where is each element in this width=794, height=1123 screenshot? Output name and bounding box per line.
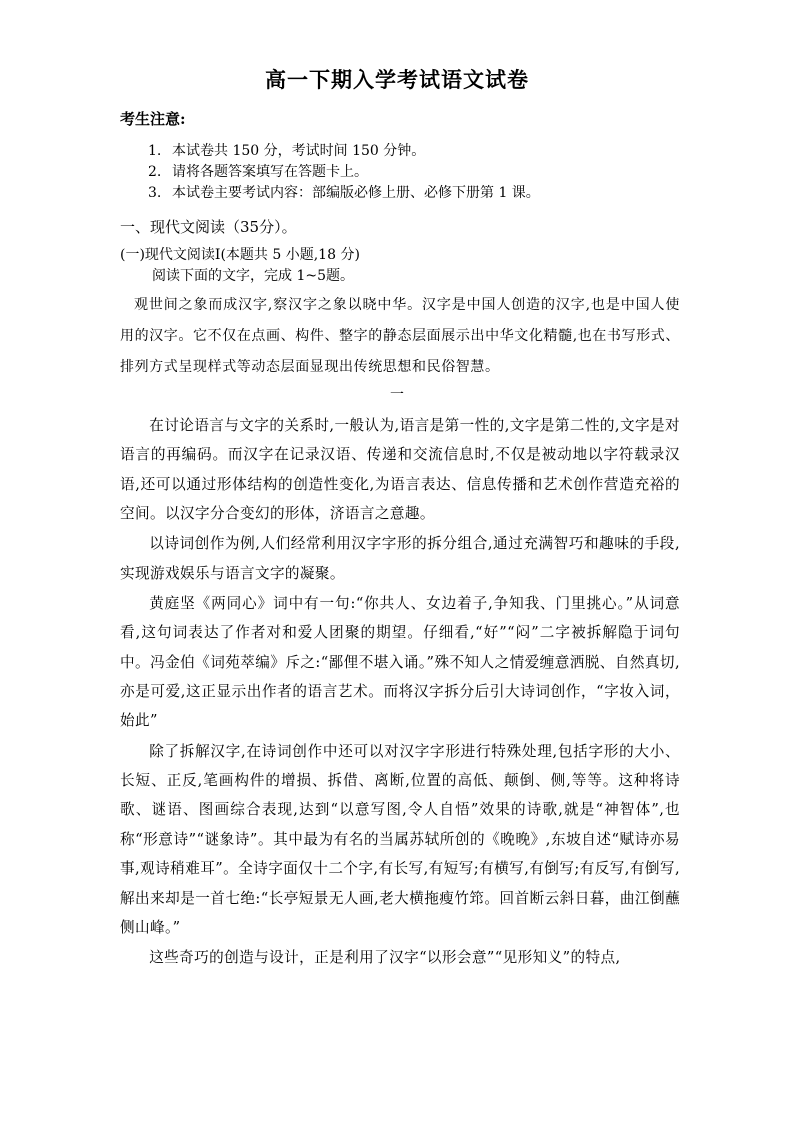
notice-item-number: 2. xyxy=(148,164,162,180)
passage-paragraph: 在讨论语言与文字的关系时,一般认为,语言是第一性的,文字是第二性的,文字是对语言的再编码。而汉字在记录汉语、传递和交流信息时,不仅是被动地以字符载录汉语,还可以通过形体结构的创造性变化,为语言表达、信息传播和艺术创作营造充裕的空间。以汉字分合变幻的形体，济语言之意趣。 xyxy=(120,417,680,523)
notice-heading: 考生注意: xyxy=(120,110,186,128)
subsection-heading: (一)现代文阅读Ⅰ(本题共 5 小题,18 分) xyxy=(120,247,360,263)
notice-item-text: 本试卷共 150 分，考试时间 150 分钟。 xyxy=(172,143,426,159)
notice-item-number: 3. xyxy=(148,185,162,201)
passage-body xyxy=(120,411,680,973)
passage-paragraph: 除了拆解汉字,在诗词创作中还可以对汉字字形进行特殊处理,包括字形的大小、长短、正反,笔画构件的增损、拆借、离断,位置的高低、颠倒、侧,等等。这种将诗歌、谜语、图画综合表现,达到“以意写图,令人自悟”效果的诗歌,就是“神智体”,也称“形意诗”“谜象诗”。其中最为有名的当属苏轼所创的《晚晚》,东坡自述“赋诗亦易事,观诗稍难耳”。全诗字面仅十二个字,有长写,有短写;有横写,有倒写;有反写,有倒写,解出来却是一首七绝:“长亭短景无人画,老大横拖瘦竹筇。回首断云斜日暮，曲江倒蘸侧山峰。” xyxy=(120,742,680,936)
page-title: 高一下期入学考试语文试卷 xyxy=(265,67,529,92)
notice-item xyxy=(148,141,540,162)
passage-paragraph: 这些奇巧的创造与设计，正是利用了汉字“以形会意”“见形知义”的特点, xyxy=(149,949,621,967)
section-heading: 一、现代文阅读（35分）。 xyxy=(120,218,297,236)
notice-item-number: 1. xyxy=(148,143,162,159)
notice-item xyxy=(148,183,540,204)
notice-item-text: 请将各题答案填写在答题卡上。 xyxy=(172,164,368,180)
passage-paragraph: 黄庭坚《两同心》词中有一句:“你共人、女边着子,争知我、门里挑心。”从词意看,这句词表达了作者对和爱人团聚的期望。仔细看,“好”“闷”二字被拆解隐于词句中。冯金伯《词苑萃编》斥之:“鄙俚不堪入诵。”殊不知人之情爱缠意洒脱、自然真切,亦是可爱,这正显示出作者的语言艺术。而将汉字拆分后引大诗词创作，“字妆入词，始此” xyxy=(120,594,680,730)
part-marker: 一 xyxy=(390,387,404,403)
reading-instruction: 阅读下面的文字，完成 1~5题。 xyxy=(152,268,354,284)
notice-item-text: 本试卷主要考试内容：部编版必修上册、必修下册第 1 课。 xyxy=(172,185,540,201)
passage-paragraph: 以诗词创作为例,人们经常利用汉字字形的拆分组合,通过充满智巧和趣味的手段,实现游戏娱乐与语言文字的凝聚。 xyxy=(120,535,680,582)
notice-list xyxy=(148,141,540,204)
intro-paragraph: 观世间之象而成汉字,察汉字之象以晓中华。汉字是中国人创造的汉字,也是中国人使用的汉字。它不仅在点画、构件、整字的静态层面展示出中华文化精髓,也在书写形式、排列方式呈现样式等动态层面显现出传统思想和民俗智慧。 xyxy=(120,297,680,375)
notice-item xyxy=(148,162,540,183)
